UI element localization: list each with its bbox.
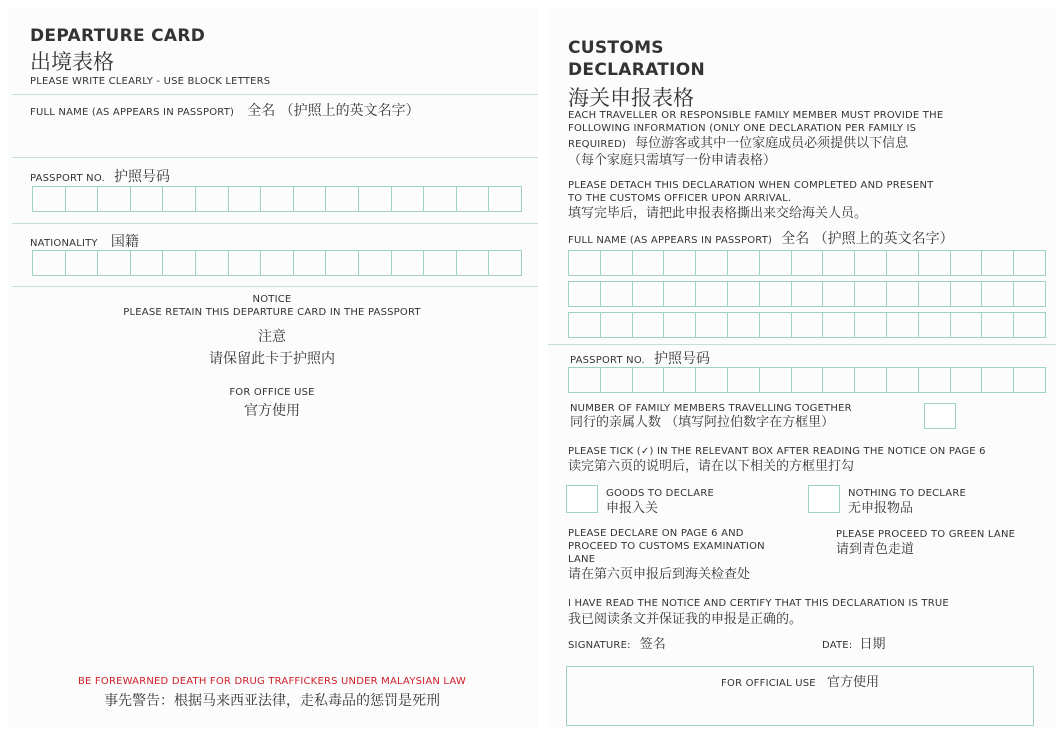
divider bbox=[12, 286, 538, 287]
customs-passport-row bbox=[570, 348, 710, 368]
goods-to-declare-label: GOODS TO DECLARE bbox=[606, 488, 714, 499]
official-use-box bbox=[566, 666, 1034, 726]
block-letters-instruction: PLEASE WRITE CLEARLY - USE BLOCK LETTERS bbox=[30, 76, 271, 87]
departure-passport-row bbox=[30, 166, 170, 186]
detach-instruction bbox=[568, 179, 1048, 220]
date-label-zh: 日期 bbox=[859, 637, 886, 652]
official-use-header bbox=[567, 671, 1033, 690]
notice-text: PLEASE RETAIN THIS DEPARTURE CARD IN THE PASSPORT bbox=[123, 307, 421, 318]
drug-warning-text: BE FOREWARNED DEATH FOR DRUG TRAFFICKERS UNDER MALAYSIAN LAW bbox=[77, 676, 467, 687]
declare-line: PLEASE DECLARE ON PAGE 6 AND bbox=[568, 528, 744, 539]
certification-text: I HAVE READ THE NOTICE AND CERTIFY THAT THIS DECLARATION IS TRUE bbox=[568, 598, 949, 609]
divider bbox=[12, 94, 538, 95]
signature-label-zh: 签名 bbox=[639, 637, 666, 652]
declare-zh: 请在第六页申报后到海关检查处 bbox=[568, 567, 751, 582]
declare-line: LANE bbox=[568, 554, 596, 565]
customs-intro-line: EACH TRAVELLER OR RESPONSIBLE FAMILY MEMBER MUST PROVIDE THE bbox=[568, 110, 944, 121]
full-name-label: FULL NAME (AS APPEARS IN PASSPORT) bbox=[30, 107, 235, 118]
customs-full-name-boxes-row3[interactable] bbox=[568, 312, 1046, 338]
divider bbox=[12, 157, 538, 158]
office-use-section bbox=[12, 387, 532, 420]
tick-instruction-zh: 读完第六页的说明后，请在以下相关的方框里打勾 bbox=[568, 459, 855, 474]
family-members-count-box[interactable] bbox=[924, 403, 956, 429]
departure-nationality-row bbox=[30, 231, 139, 251]
customs-full-name-boxes-row2[interactable] bbox=[568, 281, 1046, 307]
goods-to-declare-label-group bbox=[606, 486, 714, 516]
departure-card-title-zh: 出境表格 bbox=[30, 50, 114, 74]
declare-instruction bbox=[568, 527, 765, 581]
green-lane-label-zh: 请到青色走道 bbox=[836, 542, 915, 557]
customs-intro-zh-line: （每个家庭只需填写一份申请表格） bbox=[568, 153, 777, 168]
signature-label: SIGNATURE: bbox=[568, 640, 631, 651]
family-members-section bbox=[570, 402, 852, 430]
official-use-label-zh: 官方使用 bbox=[826, 675, 879, 690]
detach-zh: 填写完毕后，请把此申报表格撕出来交给海关人员。 bbox=[568, 206, 868, 221]
tick-instruction bbox=[568, 444, 986, 474]
customs-title-line2: DECLARATION bbox=[568, 60, 706, 80]
tick-instruction-text: PLEASE TICK (✓) IN THE RELEVANT BOX AFTER READING THE NOTICE ON PAGE 6 bbox=[568, 446, 986, 457]
green-lane-label: PLEASE PROCEED TO GREEN LANE bbox=[836, 529, 1016, 540]
customs-intro-line: FOLLOWING INFORMATION (ONLY ONE DECLARATION PER FAMILY IS bbox=[568, 123, 917, 134]
customs-passport-boxes[interactable] bbox=[568, 367, 1046, 393]
customs-full-name-label-zh: 全名 （护照上的英文名字） bbox=[781, 231, 954, 247]
departure-full-name-field[interactable] bbox=[30, 118, 530, 154]
official-use-label: FOR OFFICIAL USE bbox=[721, 678, 816, 689]
nationality-label-zh: 国籍 bbox=[110, 234, 139, 250]
notice-title-zh: 注意 bbox=[258, 329, 286, 345]
customs-passport-label: PASSPORT NO. bbox=[570, 355, 645, 366]
nationality-label: NATIONALITY bbox=[30, 238, 98, 249]
office-use-label: FOR OFFICE USE bbox=[229, 387, 315, 398]
family-members-label-zh: 同行的亲属人数 （填写阿拉伯数字在方框里） bbox=[570, 415, 835, 430]
customs-intro bbox=[568, 109, 1048, 167]
declare-line: PROCEED TO CUSTOMS EXAMINATION bbox=[568, 541, 765, 552]
drug-warning-text-zh: 事先警告：根据马来西亚法律，走私毒品的惩罚是死刑 bbox=[104, 693, 440, 709]
full-name-label-zh: 全名 （护照上的英文名字） bbox=[247, 103, 420, 119]
certification bbox=[568, 596, 949, 628]
date-label: DATE: bbox=[822, 640, 853, 651]
notice-section bbox=[12, 294, 532, 368]
passport-label-zh: 护照号码 bbox=[113, 169, 170, 185]
customs-full-name-row bbox=[568, 228, 954, 248]
departure-nationality-boxes[interactable] bbox=[32, 250, 522, 276]
customs-title-zh: 海关申报表格 bbox=[568, 86, 694, 110]
certification-text-zh: 我已阅读条文并保证我的申报是正确的。 bbox=[568, 612, 803, 627]
signature-field[interactable] bbox=[568, 633, 666, 652]
drug-warning bbox=[12, 676, 532, 710]
passport-label: PASSPORT NO. bbox=[30, 173, 105, 184]
notice-title: NOTICE bbox=[252, 294, 292, 305]
date-field[interactable] bbox=[822, 633, 886, 652]
family-members-label: NUMBER OF FAMILY MEMBERS TRAVELLING TOGETHER bbox=[570, 403, 852, 414]
departure-full-name-row bbox=[30, 100, 420, 120]
goods-to-declare-checkbox[interactable] bbox=[566, 485, 598, 513]
nothing-to-declare-checkbox[interactable] bbox=[808, 485, 840, 513]
nothing-to-declare-label-zh: 无申报物品 bbox=[848, 501, 914, 516]
notice-text-zh: 请保留此卡于护照内 bbox=[209, 351, 335, 367]
departure-passport-boxes[interactable] bbox=[32, 186, 522, 212]
customs-passport-label-zh: 护照号码 bbox=[653, 351, 710, 367]
detach-line: TO THE CUSTOMS OFFICER UPON ARRIVAL. bbox=[568, 193, 792, 204]
detach-line: PLEASE DETACH THIS DECLARATION WHEN COMPLETED AND PRESENT bbox=[568, 180, 934, 191]
departure-card-title: DEPARTURE CARD bbox=[30, 26, 206, 46]
office-use-label-zh: 官方使用 bbox=[244, 403, 300, 419]
customs-full-name-boxes-row1[interactable] bbox=[568, 250, 1046, 276]
divider bbox=[12, 223, 538, 224]
customs-title-line1: CUSTOMS bbox=[568, 38, 664, 58]
divider bbox=[548, 344, 1056, 345]
nothing-to-declare-label-group bbox=[848, 486, 966, 516]
customs-intro-line: REQUIRED) bbox=[568, 139, 627, 150]
customs-intro-zh: 每位游客或其中一位家庭成员必须提供以下信息 bbox=[635, 136, 909, 151]
customs-full-name-label: FULL NAME (AS APPEARS IN PASSPORT) bbox=[568, 235, 773, 246]
goods-to-declare-label-zh: 申报入关 bbox=[606, 501, 659, 516]
green-lane-instruction bbox=[836, 527, 1015, 557]
nothing-to-declare-label: NOTHING TO DECLARE bbox=[848, 488, 967, 499]
